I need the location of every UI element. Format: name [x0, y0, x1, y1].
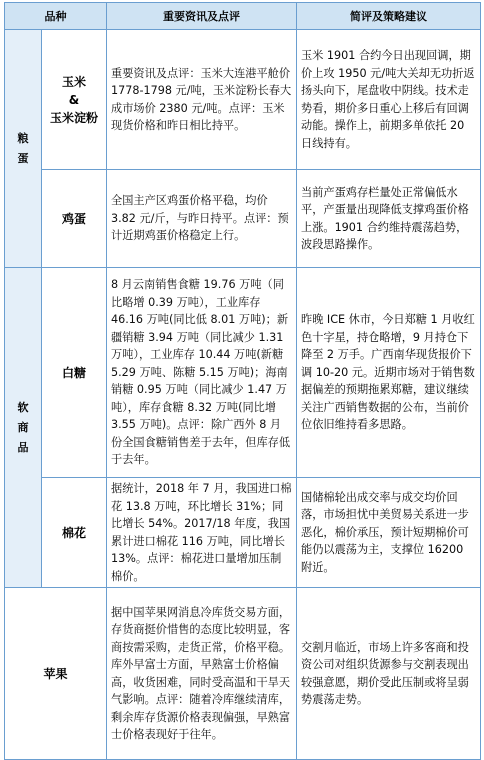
- row-corn: [5, 30, 481, 170]
- row-cotton: [5, 478, 481, 588]
- advice-apple: 交割月临近，市场上许多客商和投资公司对组织货源参与交割表现出较强意愿，期价受此压制或将呈弱势震荡走势。: [297, 588, 481, 760]
- product-name: 鸡蛋: [61, 211, 86, 226]
- product-name: 玉米淀粉: [49, 110, 98, 125]
- news-corn: 重要资讯及点评：玉米大连港平舱价 1778-1798 元/吨，玉米淀粉长春大成市场价 2380 元/吨。点评：玉米现货价格和昨日相比持平。: [107, 30, 297, 170]
- category-char: 品: [17, 440, 29, 454]
- advice-cotton: 国储棉轮出成交率与成交均价回落，市场担忧中美贸易关系进一步恶化，棉价承压，预计短期棉价可能仍以震荡为主，支撑位 16200 附近。: [297, 478, 481, 588]
- product-name: &: [68, 92, 80, 107]
- header-news: 重要资讯及点评: [107, 3, 297, 30]
- product-name: 棉花: [61, 525, 86, 540]
- row-sugar: [5, 268, 481, 478]
- product-corn: [42, 30, 107, 170]
- advice-egg: 当前产蛋鸡存栏量处正常偏低水平，产蛋量出现降低支撑鸡蛋价格上涨。1901 合约维持震荡趋势，波段思路操作。: [297, 170, 481, 268]
- header-row: [5, 3, 481, 30]
- product-egg: [42, 170, 107, 268]
- category-char: 蛋: [17, 151, 29, 165]
- category-char: 软: [17, 400, 29, 414]
- product-cotton: [42, 478, 107, 588]
- advice-corn: 玉米 1901 合约今日出现回调，期价上攻 1950 元/吨大关却无功折返扬头向下，尾盘收中阴线。技术走势看，期价多日重心上移后有回调动能。操作上，前期多单依托 20 日线持有。: [297, 30, 481, 170]
- category-grain-egg: [5, 30, 42, 268]
- category-char: 商: [17, 420, 29, 434]
- product-name: 苹果: [43, 666, 68, 681]
- product-name: 白糖: [61, 365, 86, 380]
- row-apple: [5, 588, 481, 760]
- report-table: [4, 2, 481, 760]
- news-egg: 全国主产区鸡蛋价格平稳，均价 3.82 元/斤，与昨日持平。点评：预计近期鸡蛋价格稳定上行。: [107, 170, 297, 268]
- category-char: 粮: [17, 131, 29, 145]
- product-sugar: [42, 268, 107, 478]
- news-apple: 据中国苹果网消息冷库货交易方面，存货商挺价惜售的态度比较明显，客商按需采购，走货正常，价格平稳。库外早富士方面，早熟富士价格偏高，收货困难，同时受高温和干旱天气影响。点评：随着冷库继续清库，剩余库存货源价格表现偏强，早熟富士价格表现好于往年。: [107, 588, 297, 760]
- header-advice: 简评及策略建议: [297, 3, 481, 30]
- advice-sugar: 昨晚 ICE 休市，今日郑糖 1 月收红色十字星，持仓略增，9 月持仓下降至 2 万手。广西南华现货报价下调 10-20 元。近期市场对于销售数据偏差的预期拖累郑糖，建议继续关注广西销售数据的公布，当前价位依旧维持看多思路。: [297, 268, 481, 478]
- news-sugar: 8 月云南销售食糖 19.76 万吨（同比略增 0.39 万吨），工业库存 46.16 万吨(同比低 8.01 万吨)；新疆销糖 3.94 万吨（同比减少 1.31 万吨），工业库存 10.44 万吨(新糖 5.29 万吨、陈糖 5.15 万吨)；海南销糖 0.95 万吨（同比减少 1.47 万吨），库存食糖 8.32 万吨(同比增 3.55 万吨)。点评：除广西外 8 月份全国食糖销售差于去年，但库存低于去年。: [107, 268, 297, 478]
- product-apple: [5, 588, 107, 760]
- category-soft: [5, 268, 42, 588]
- row-egg: [5, 170, 481, 268]
- news-cotton: 据统计，2018 年 7 月，我国进口棉花 13.8 万吨，环比增长 31%；同比增长 54%。2017/18 年度，我国累计进口棉花 116 万吨，同比增长 13%。点评：棉花进口量增加压制棉价。: [107, 478, 297, 588]
- product-name: 玉米: [61, 74, 86, 89]
- header-variety: 品种: [5, 3, 107, 30]
